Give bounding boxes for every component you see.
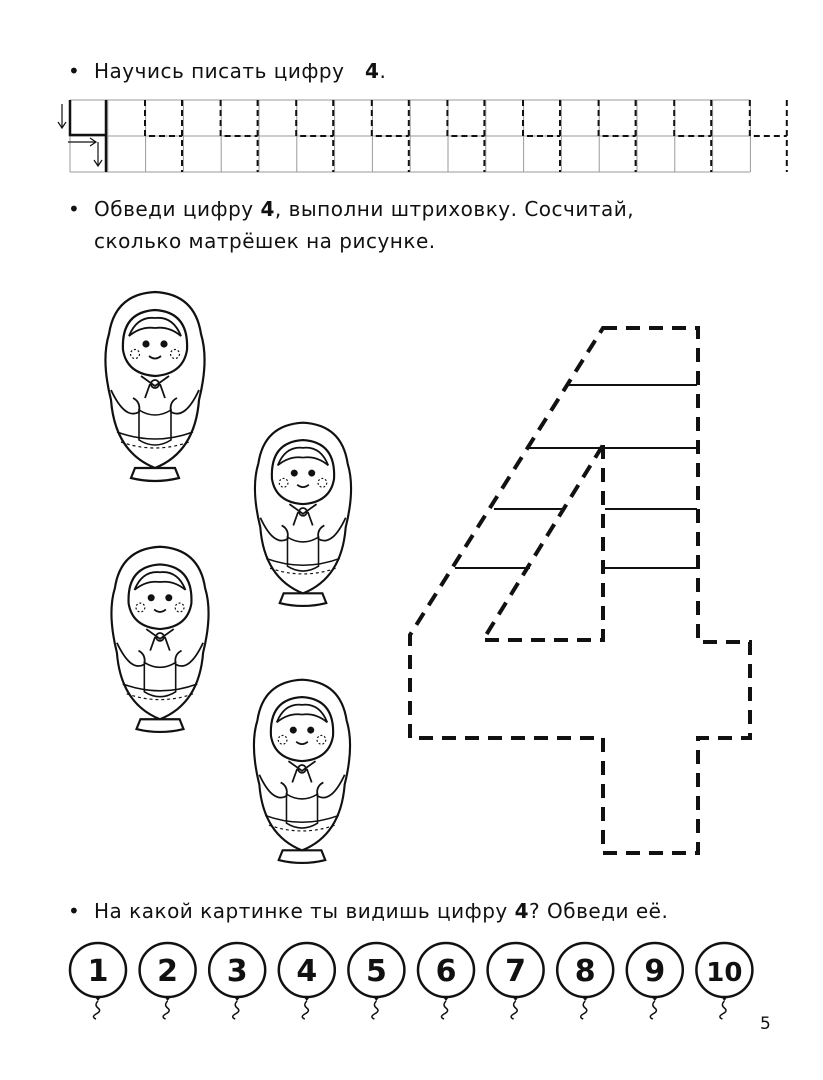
- balloon-icon[interactable]: [418, 943, 474, 1019]
- balloon-number: 5: [365, 954, 387, 989]
- task-1-digit: 4: [365, 59, 380, 83]
- task-2-pre: Обведи цифру: [94, 197, 261, 221]
- balloon-number: 9: [644, 954, 666, 989]
- balloon-icon[interactable]: [279, 943, 335, 1019]
- task-1-text: Научись писать цифру: [94, 59, 345, 83]
- balloon-number: 4: [296, 954, 318, 989]
- balloon-icon[interactable]: [488, 943, 544, 1019]
- balloon-number: 6: [435, 954, 457, 989]
- balloon-number: 2: [157, 954, 179, 989]
- bullet: •: [68, 899, 81, 923]
- balloon-number: 1: [87, 954, 109, 989]
- page-number: 5: [760, 1014, 771, 1034]
- task-2-post: , выполни штриховку. Сосчитай,: [274, 197, 635, 221]
- balloon-number: 10: [706, 958, 743, 988]
- task-2-line2: сколько матрёшек на рисунке.: [94, 229, 436, 253]
- balloon-icon[interactable]: [348, 943, 404, 1019]
- balloon-number: 7: [505, 954, 527, 989]
- balloon-icon[interactable]: [557, 943, 613, 1019]
- task-3-pre: На какой картинке ты видишь цифру: [94, 899, 515, 923]
- balloon-icon[interactable]: [140, 943, 196, 1019]
- bullet: •: [68, 59, 81, 83]
- balloon-icon[interactable]: [70, 943, 126, 1019]
- balloon-number: 8: [574, 954, 596, 989]
- task-2-digit: 4: [260, 197, 275, 221]
- balloon-icon[interactable]: [209, 943, 265, 1019]
- balloon-icon[interactable]: [627, 943, 683, 1019]
- balloon-icon[interactable]: [696, 943, 752, 1019]
- task-3-post: ? Обведи её.: [529, 899, 669, 923]
- task-3-digit: 4: [514, 899, 530, 923]
- task-1-end: .: [379, 59, 387, 83]
- bullet: •: [68, 197, 81, 221]
- balloon-number: 3: [226, 954, 248, 989]
